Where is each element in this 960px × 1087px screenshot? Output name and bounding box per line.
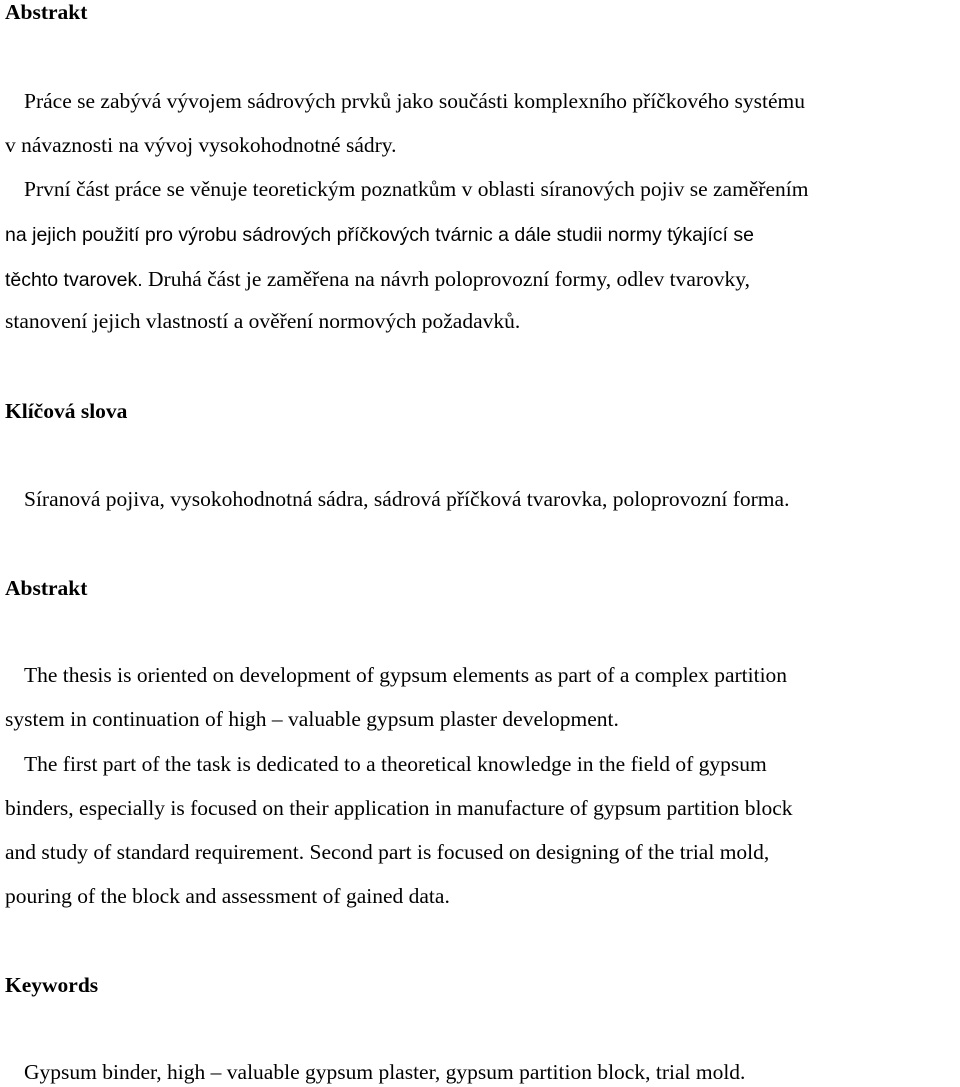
cz-abstract-line: v návaznosti na vývoj vysokohodnotné sádry. [5, 133, 397, 157]
en-keywords-heading: Keywords [5, 973, 99, 997]
cz-abstract-line-part: Druhá část je zaměřena na návrh poloprovozní formy, odlev tvarovky, [142, 267, 751, 291]
en-abstract-line: The thesis is oriented on development of gypsum elements as part of a complex partition [24, 663, 788, 687]
cz-abstract-heading: Abstrakt [5, 0, 88, 24]
en-abstract-heading: Abstrakt [5, 576, 88, 600]
en-abstract-line: system in continuation of high – valuable gypsum plaster development. [5, 707, 619, 731]
cz-abstract-line: stanovení jejich vlastností a ověření normových požadavků. [5, 309, 521, 333]
cz-abstract-line: První část práce se věnuje teoretickým poznatkům v oblasti síranových pojiv se zaměřením [24, 177, 809, 201]
cz-abstract-line: na jejich použití pro výrobu sádrových příčkových tvárnic a dále studii normy týkající se [5, 224, 754, 246]
cz-abstract-line-group [5, 264, 750, 294]
cz-abstract-line-part: těchto tvarovek. [5, 269, 143, 291]
en-abstract-line: pouring of the block and assessment of gained data. [5, 884, 450, 908]
en-abstract-line: binders, especially is focused on their application in manufacture of gypsum partition block [5, 796, 793, 820]
cz-keywords-text: Síranová pojiva, vysokohodnotná sádra, sádrová příčková tvarovka, poloprovozní forma. [24, 487, 790, 511]
en-abstract-line: and study of standard requirement. Second part is focused on designing of the trial mold, [5, 840, 770, 864]
cz-abstract-line: Práce se zabývá vývojem sádrových prvků jako součásti komplexního příčkového systému [24, 89, 805, 113]
en-keywords-text: Gypsum binder, high – valuable gypsum plaster, gypsum partition block, trial mold. [24, 1060, 746, 1084]
en-abstract-line: The first part of the task is dedicated to a theoretical knowledge in the field of gypsum [24, 752, 767, 776]
cz-keywords-heading: Klíčová slova [5, 399, 128, 423]
